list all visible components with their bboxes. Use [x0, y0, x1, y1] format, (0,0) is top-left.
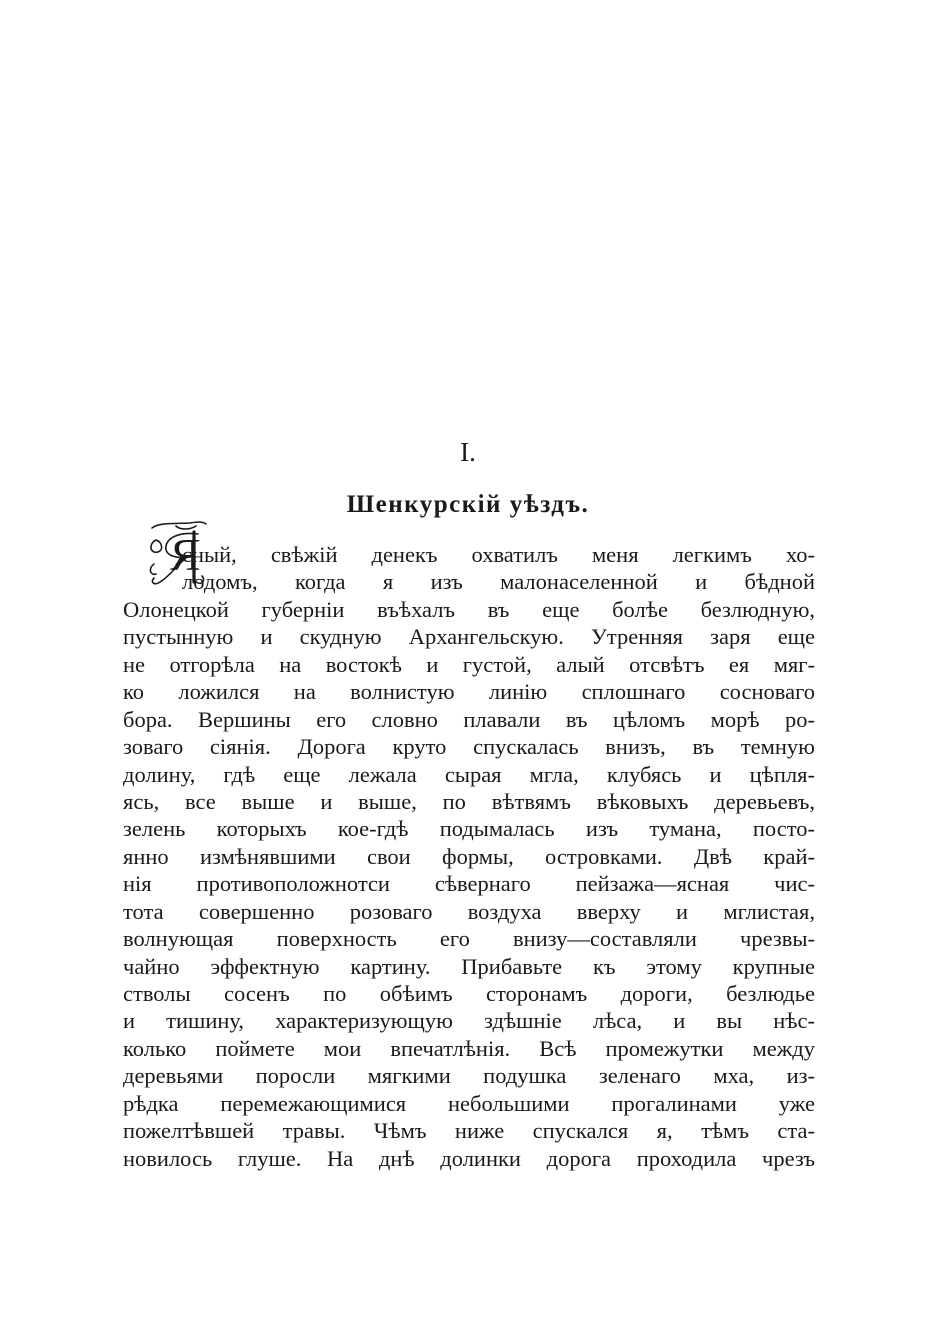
text-line: лодомъ, когда я изъ малонаселенной и бѣдной	[182, 569, 815, 595]
text-line: пустынную и скудную Архангельскую. Утренняя заря еще	[123, 624, 815, 650]
text-line: долину, гдѣ еще лежала сырая мгла, клубясь и цѣпля-	[123, 761, 815, 787]
chapter-number: I.	[460, 437, 476, 467]
text-line: новилось глуше. На днѣ долинки дорога проходила чрезъ	[123, 1145, 815, 1171]
text-line: зелень которыхъ кое-гдѣ подымалась изъ тумана, посто-	[123, 816, 815, 842]
text-line: чайно эффектную картину. Прибавьте къ этому крупные	[123, 953, 815, 979]
text-line: не отгорѣла на востокѣ и густой, алый отсвѣтъ ея мяг-	[123, 651, 815, 677]
text-line: сный, свѣжій денекъ охватилъ меня легкимъ хо-	[182, 542, 815, 567]
text-line: Олонецкой губерніи въѣхалъ въ еще болѣе безлюдную,	[123, 596, 815, 622]
text-line: тота совершенно розоваго воздуха вверху и мглистая,	[123, 898, 815, 924]
dropcap-letter: Я	[170, 529, 201, 580]
text-line: волнующая поверхность его внизу—составляли чрезвы-	[123, 926, 815, 952]
text-line: рѣдка перемежающимися небольшими прогалинами уже	[123, 1090, 815, 1116]
text-line: пожелтѣвшей травы. Чѣмъ ниже спускался я, тѣмъ ста-	[123, 1118, 815, 1144]
text-line: янно измѣнявшими свои формы, островками. Двѣ край-	[123, 843, 815, 869]
text-line: бора. Вершины его словно плавали въ цѣломъ морѣ ро-	[123, 706, 815, 732]
text-line: нія противоположнотси сѣвернаго пейзажа—ясная чис-	[123, 871, 815, 897]
text-line: ясь, все выше и выше, по вѣтвямъ вѣковыхъ деревьевъ,	[123, 788, 815, 814]
text-line: колько поймете мои впечатлѣнія. Всѣ промежутки между	[123, 1035, 815, 1061]
text-line: зоваго сіянія. Дорога круто спускалась внизъ, въ темную	[123, 734, 815, 760]
text-line: ко ложился на волнистую линію сплошнаго сосноваго	[123, 679, 815, 705]
body-paragraph	[123, 541, 815, 1172]
text-line: и тишину, характеризующую здѣшніе лѣса, и вы нѣс-	[123, 1008, 815, 1034]
text-line: деревьями поросли мягкими подушка зеленаго мха, из-	[123, 1063, 815, 1089]
text-line: стволы сосенъ по обѣимъ сторонамъ дороги, безлюдье	[123, 981, 815, 1006]
chapter-title: Шенкурскій уѣздъ.	[346, 491, 590, 518]
